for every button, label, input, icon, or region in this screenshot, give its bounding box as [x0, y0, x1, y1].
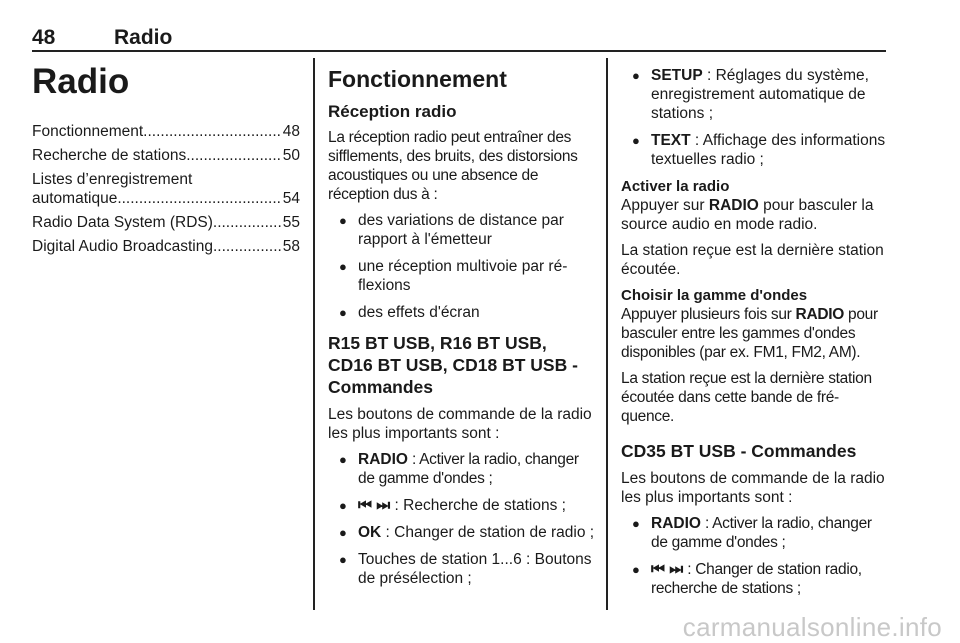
bullet-list [328, 211, 596, 322]
list-item: ● Touches de station 1...6 : Boutons de présélection ; [328, 550, 596, 588]
chapter-title: Radio [32, 62, 130, 101]
page-header [32, 26, 886, 52]
section-title: Radio [114, 26, 173, 49]
paragraph: Les boutons de commande de la radio les plus importants sont : [621, 470, 885, 506]
paragraph: La station reçue est la dernière station écoutée. [621, 242, 884, 278]
toc-entry[interactable]: Radio Data System (RDS) ..... 55 [32, 213, 300, 232]
list-item: ● RADIO : Activer la radio, changer de gamme d'ondes ; [328, 450, 596, 488]
paragraph: Appuyer sur RADIO pour basculer la source audio en mode radio. [621, 197, 874, 233]
column-divider [313, 58, 315, 610]
toc-entry[interactable]: Fonctionnement ..... 48 [32, 122, 300, 141]
paragraph: Les boutons de commande de la radio les plus importants sont : [328, 406, 592, 442]
label-activate: Activer la radio [621, 178, 730, 195]
section-heading: Fonctionnement [328, 66, 507, 92]
paragraph: Appuyer plusieurs fois sur RADIO pour basculer entre les gammes d'ondes disponibles (par ex. FM1, FM2, AM). [621, 306, 878, 361]
seek-icon: ⏮ ⏭ [651, 561, 684, 578]
list-item: ● ⏮ ⏭ : Changer de station radio, recherche de stations ; [621, 560, 887, 598]
list-item: ● RADIO : Activer la radio, changer de gamme d'ondes ; [621, 514, 887, 552]
header-rule [32, 50, 886, 52]
list-item: ● des effets d'écran [328, 303, 596, 322]
subheading-cd35: CD35 BT USB - Commandes [621, 441, 857, 461]
bullet-list [328, 450, 596, 588]
bullet-list [621, 66, 887, 169]
column-divider [606, 58, 608, 610]
page-number: 48 [32, 26, 56, 49]
list-item: ● une réception multivoie par réflexions [328, 257, 596, 295]
paragraph: La station reçue est la dernière station écoutée dans cette bande de fréquence. [621, 370, 872, 425]
subheading-models: R15 BT USB, R16 BT USB, CD16 BT USB, CD18 BT USB - Commandes [328, 333, 578, 397]
list-item: ● TEXT : Affichage des informations textuelles radio ; [621, 131, 887, 169]
toc-entry[interactable]: Listes d’enregistrement automatique ..... 54 [32, 170, 300, 208]
list-item: ● OK : Changer de station de radio ; [328, 523, 596, 542]
list-item: ● ⏮ ⏭ : Recherche de stations ; [328, 496, 596, 515]
list-item: ● des variations de distance par rapport à l'émetteur [328, 211, 596, 249]
subheading-reception: Réception radio [328, 102, 457, 121]
seek-icon: ⏮ ⏭ [358, 497, 391, 514]
column-controls [621, 58, 887, 606]
bullet-list [621, 514, 887, 598]
column-toc [32, 58, 300, 261]
label-band: Choisir la gamme d'ondes [621, 287, 808, 304]
toc-entry[interactable]: Digital Audio Broadcasting ..... 58 [32, 237, 300, 256]
paragraph: La réception radio peut entraîner des sifflements, des bruits, des distorsions acoustiques ou une absence de réception dus à : [328, 129, 578, 203]
list-item: ● SETUP : Réglages du système, enregistrement automatique de stations ; [621, 66, 887, 123]
toc-entry[interactable]: Recherche de stations ..... 50 [32, 146, 300, 165]
column-operation [328, 58, 596, 596]
watermark: carmanualsonline.info [682, 612, 942, 642]
